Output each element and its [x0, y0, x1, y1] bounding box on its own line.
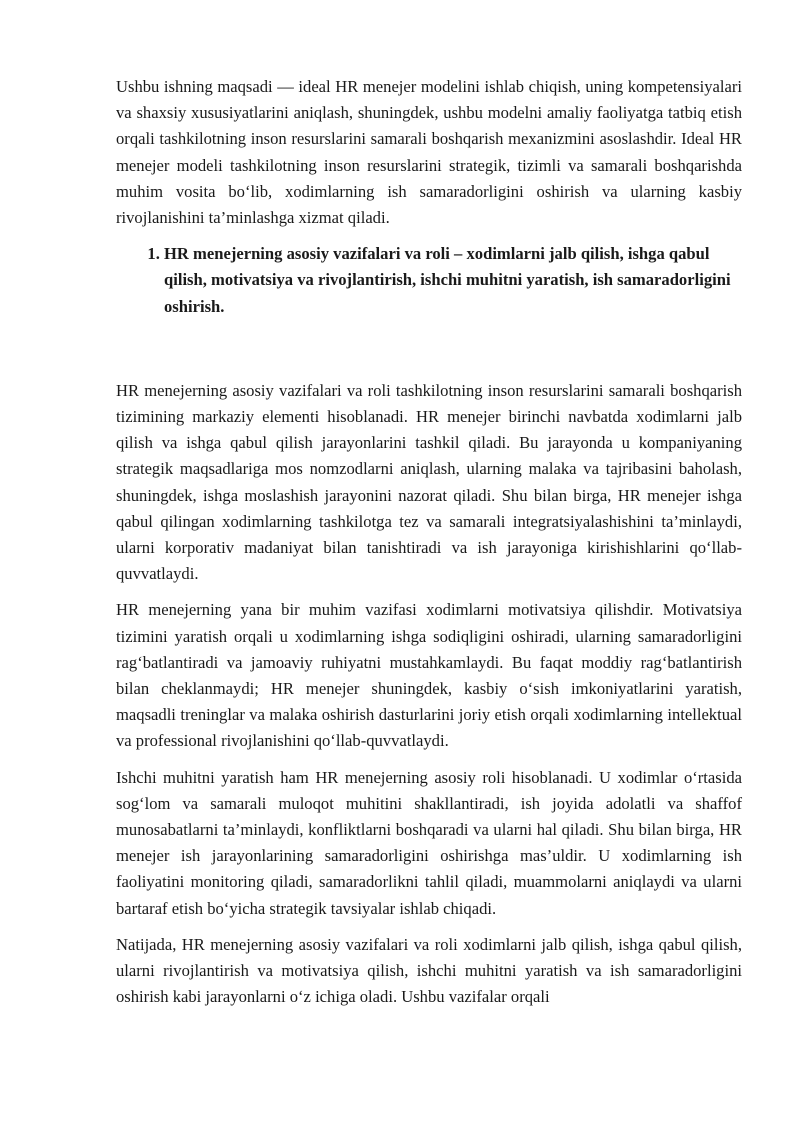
body-paragraph-1: HR menejerning asosiy vazifalari va roli tashkilotning inson resurslarini samarali boshqarish tizimining markaziy elementi hisoblanadi. HR menejer birinchi navbatda xodimlarni jalb qilish va ishga qabul qilish jarayonlarini tashkil qiladi. Bu jarayonda u kompaniyaning strategik maqsadlariga mos nomzodlarni aniqlash, ularning malaka va tajribasini baholash, shuningdek, ishga moslashish jarayonini nazorat qiladi. Shu bilan birga, HR menejer ishga qabul qilingan xodimlarning tashkilotga tez va samarali integratsiyalashishini ta’minlaydi, ularni korporativ madaniyat bilan tanishtiradi va ish jarayoniga kirishishlarini qo‘llab-quvvatlaydi. — [116, 380, 742, 584]
body-paragraph-2: HR menejerning yana bir muhim vazifasi xodimlarni motivatsiya qilishdir. Motivatsiya tizimini yaratish orqali u xodimlarning ishga sodiqligini oshiradi, ularning samaradorligini rag‘batlantiradi va jamoaviy ruhiyatni mustahkamlaydi. Bu faqat moddiy rag‘batlantirish bilan cheklanmaydi; HR menejer shuningdek, kasbiy o‘sish imkoniyatlarini yaratish, maqsadli treninglar va malaka oshirish dasturlarini joriy etish orqali xodimlarning intellektual va professional rivojlanishini qo‘llab-quvvatlaydi. — [116, 600, 742, 751]
intro-paragraph: Ushbu ishning maqsadi — ideal HR menejer modelini ishlab chiqish, uning kompetensiyalari va shaxsiy xususiyatlarini aniqlash, shuningdek, ushbu modelni amaliy faoliyatga tatbiq etish orqali tashkilotning inson resurslarini samarali boshqarish mexanizmini asoslashdir. Ideal HR menejer modeli tashkilotning inson resurslarini strategik, tizimli va samarali boshqarishda muhim vosita bo‘lib, xodimlarning ish samaradorligini oshirish va ularning kasbiy rivojlanishini ta’minlashga xizmat qiladi. — [116, 77, 742, 228]
body-paragraph-4: Natijada, HR menejerning asosiy vazifalari va roli xodimlarni jalb qilish, ishga qabul qilish, ularni rivojlantirish va motivatsiya qilish, ishchi muhitni yaratish va ish samaradorligini oshirish kabi jarayonlarni o‘z ichiga oladi. Ushbu vazifalar orqali — [116, 934, 742, 1007]
section-heading: 1. HR menejerning asosiy vazifalari va roli – xodimlarni jalb qilish, ishga qabul qilish, motivatsiya va rivojlantirish, ishchi muhitni yaratish, ish samaradorligini oshirish. — [164, 241, 742, 320]
body-paragraph-3: Ishchi muhitni yaratish ham HR menejerning asosiy roli hisoblanadi. U xodimlar o‘rtasida sog‘lom va samarali muloqot muhitini shakllantiradi, ish joyida adolatli va shaffof munosabatlarni ta’minlaydi, konfliktlarni boshqaradi va ularni hal qiladi. Shu bilan birga, HR menejer ish jarayonlarining samaradorligini oshirishga mas’uldir. U xodimlarning ish faoliyatini monitoring qiladi, samaradorlikni tahlil qiladi, muammolarni aniqlaydi va ularni bartaraf etish bo‘yicha strategik tavsiyalar ishlab chiqadi. — [116, 767, 742, 918]
document-page — [116, 74, 742, 1021]
section-heading-list — [116, 241, 742, 320]
